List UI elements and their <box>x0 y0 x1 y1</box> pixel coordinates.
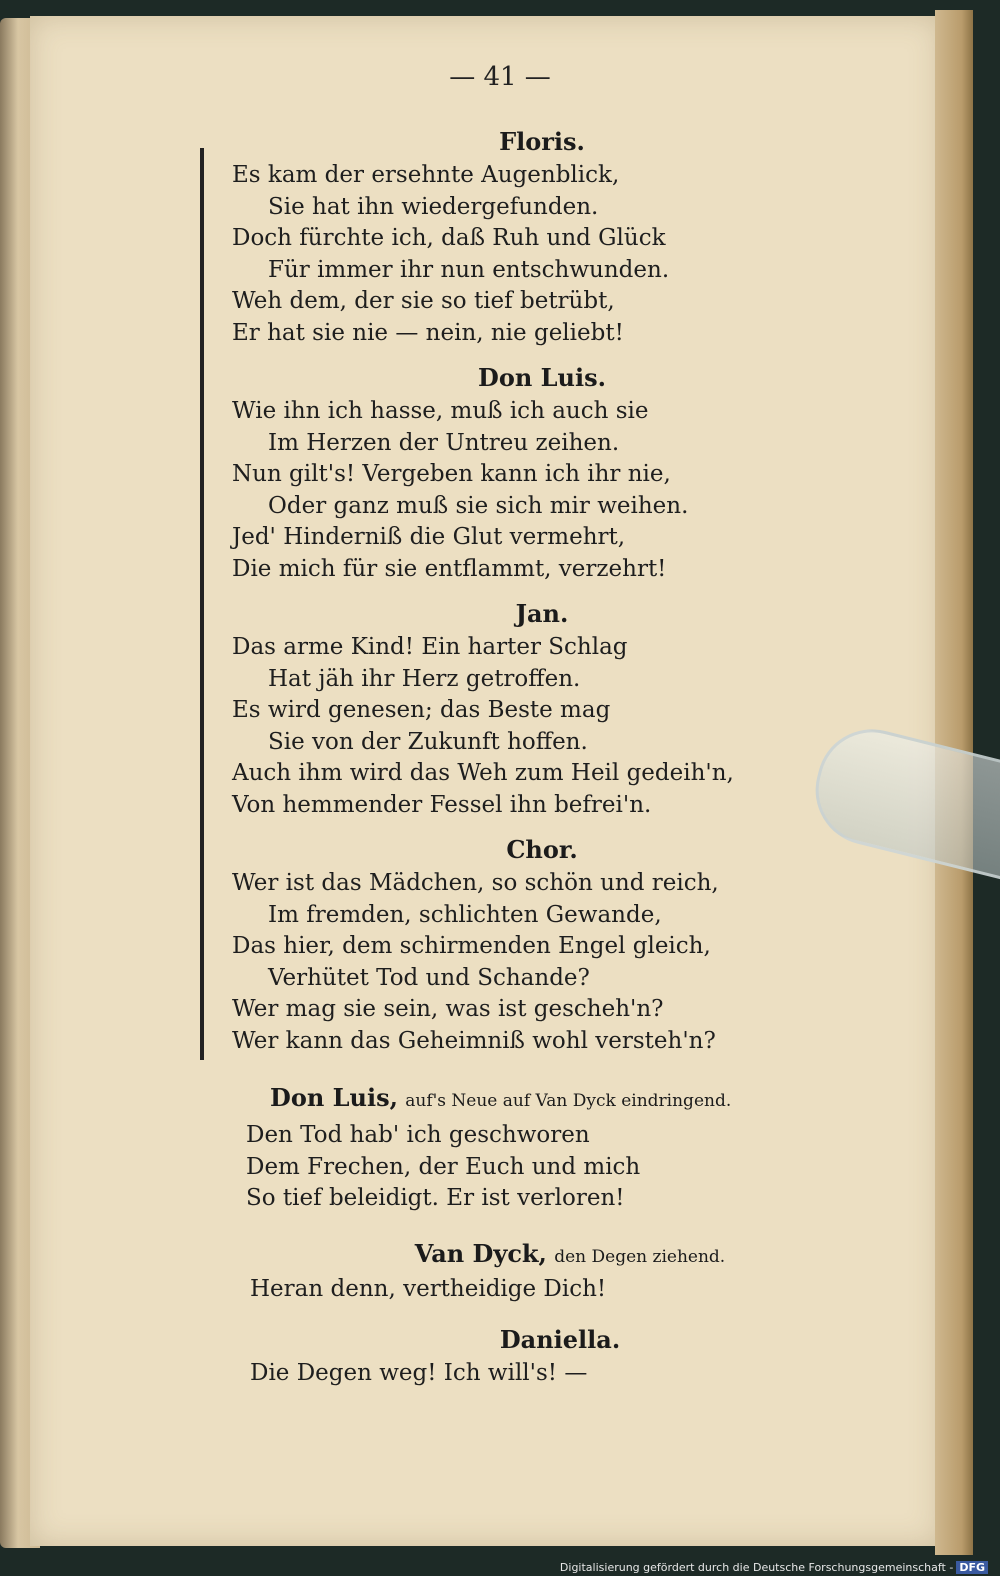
stage-direction: auf's Neue auf Van Dyck eindringend. <box>405 1091 732 1111</box>
verse-line: Wie ihn ich hasse, muß ich auch sie <box>232 398 649 424</box>
verse-line: Im Herzen der Untreu zeihen. <box>268 429 620 456</box>
verse-line: Dem Frechen, der Euch und mich <box>246 1153 641 1180</box>
verse-line: Im fremden, schlichten Gewande, <box>268 901 662 928</box>
verse-line: Heran denn, vertheidige Dich! <box>250 1276 607 1302</box>
speaker-heading <box>270 1080 770 1116</box>
verse-line: Für immer ihr nun entschwunden. <box>268 256 670 283</box>
verse-line: Jed' Hinderniß die Glut vermehrt, <box>232 524 626 550</box>
section-don-luis-lines <box>246 1120 770 1215</box>
verse-line: Auch ihm wird das Weh zum Heil gedeih'n, <box>232 760 734 786</box>
verse-line: Wer ist das Mädchen, so schön und reich, <box>232 870 719 896</box>
section-don-luis <box>232 360 770 585</box>
verse-line: Wer kann das Geheimniß wohl versteh'n? <box>232 1027 716 1054</box>
section-floris <box>232 124 770 349</box>
section-chor <box>232 832 770 1057</box>
speaker-heading <box>360 1236 780 1272</box>
verse-line: Den Tod hab' ich geschworen <box>246 1122 590 1148</box>
verse-line: Verhütet Tod und Schande? <box>268 964 590 991</box>
verse-line: Oder ganz muß sie sich mir weihen. <box>268 492 689 519</box>
section-daniella <box>250 1322 770 1390</box>
section-van-dyck-lines <box>250 1274 770 1306</box>
speaker-don-luis: Don Luis. <box>478 363 606 392</box>
footer-credit <box>560 1561 988 1574</box>
verse-line: Doch fürchte ich, daß Ruh und Glück <box>232 225 666 251</box>
stage-direction: den Degen ziehend. <box>554 1247 726 1267</box>
verse-line: Von hemmender Fessel ihn befrei'n. <box>232 791 652 818</box>
section-jan <box>232 596 770 821</box>
verse-line: So tief beleidigt. Er ist verloren! <box>246 1185 625 1211</box>
footer-text: Digitalisierung gefördert durch die Deutsche Forschungsgemeinschaft - <box>559 1561 954 1574</box>
speaker-don-luis: Don Luis, <box>270 1083 398 1112</box>
verse-line: Das hier, dem schirmenden Engel gleich, <box>232 933 711 959</box>
verse-line: Sie hat ihn wiedergefunden. <box>268 193 599 220</box>
verse-line: Nun gilt's! Vergeben kann ich ihr nie, <box>232 461 671 487</box>
section-van-dyck <box>300 1236 770 1272</box>
page-number: — 41 — <box>449 62 551 92</box>
verse-line: Er hat sie nie — nein, nie geliebt! <box>232 319 624 346</box>
verse-line: Das arme Kind! Ein harter Schlag <box>232 634 628 660</box>
speaker-jan: Jan. <box>515 599 569 628</box>
verse-line: Die mich für sie entflammt, verzehrt! <box>232 555 667 582</box>
verse-line: Weh dem, der sie so tief betrübt, <box>232 288 615 314</box>
dfg-logo: DFG <box>956 1561 988 1574</box>
verse-line: Sie von der Zukunft hoffen. <box>268 728 588 755</box>
verse-line: Die Degen weg! Ich will's! — <box>250 1360 588 1386</box>
speaker-floris: Floris. <box>499 127 585 156</box>
margin-rule <box>200 148 204 1060</box>
verse-line: Es kam der ersehnte Augenblick, <box>232 162 620 188</box>
section-don-luis-direction <box>270 1080 770 1116</box>
speaker-daniella: Daniella. <box>499 1325 621 1354</box>
speaker-chor: Chor. <box>506 835 578 864</box>
verse-line: Wer mag sie sein, was ist gescheh'n? <box>232 996 664 1022</box>
speaker-van-dyck: Van Dyck, <box>414 1239 547 1268</box>
verse-line: Hat jäh ihr Herz getroffen. <box>268 665 581 692</box>
verse-line: Es wird genesen; das Beste mag <box>232 697 611 723</box>
